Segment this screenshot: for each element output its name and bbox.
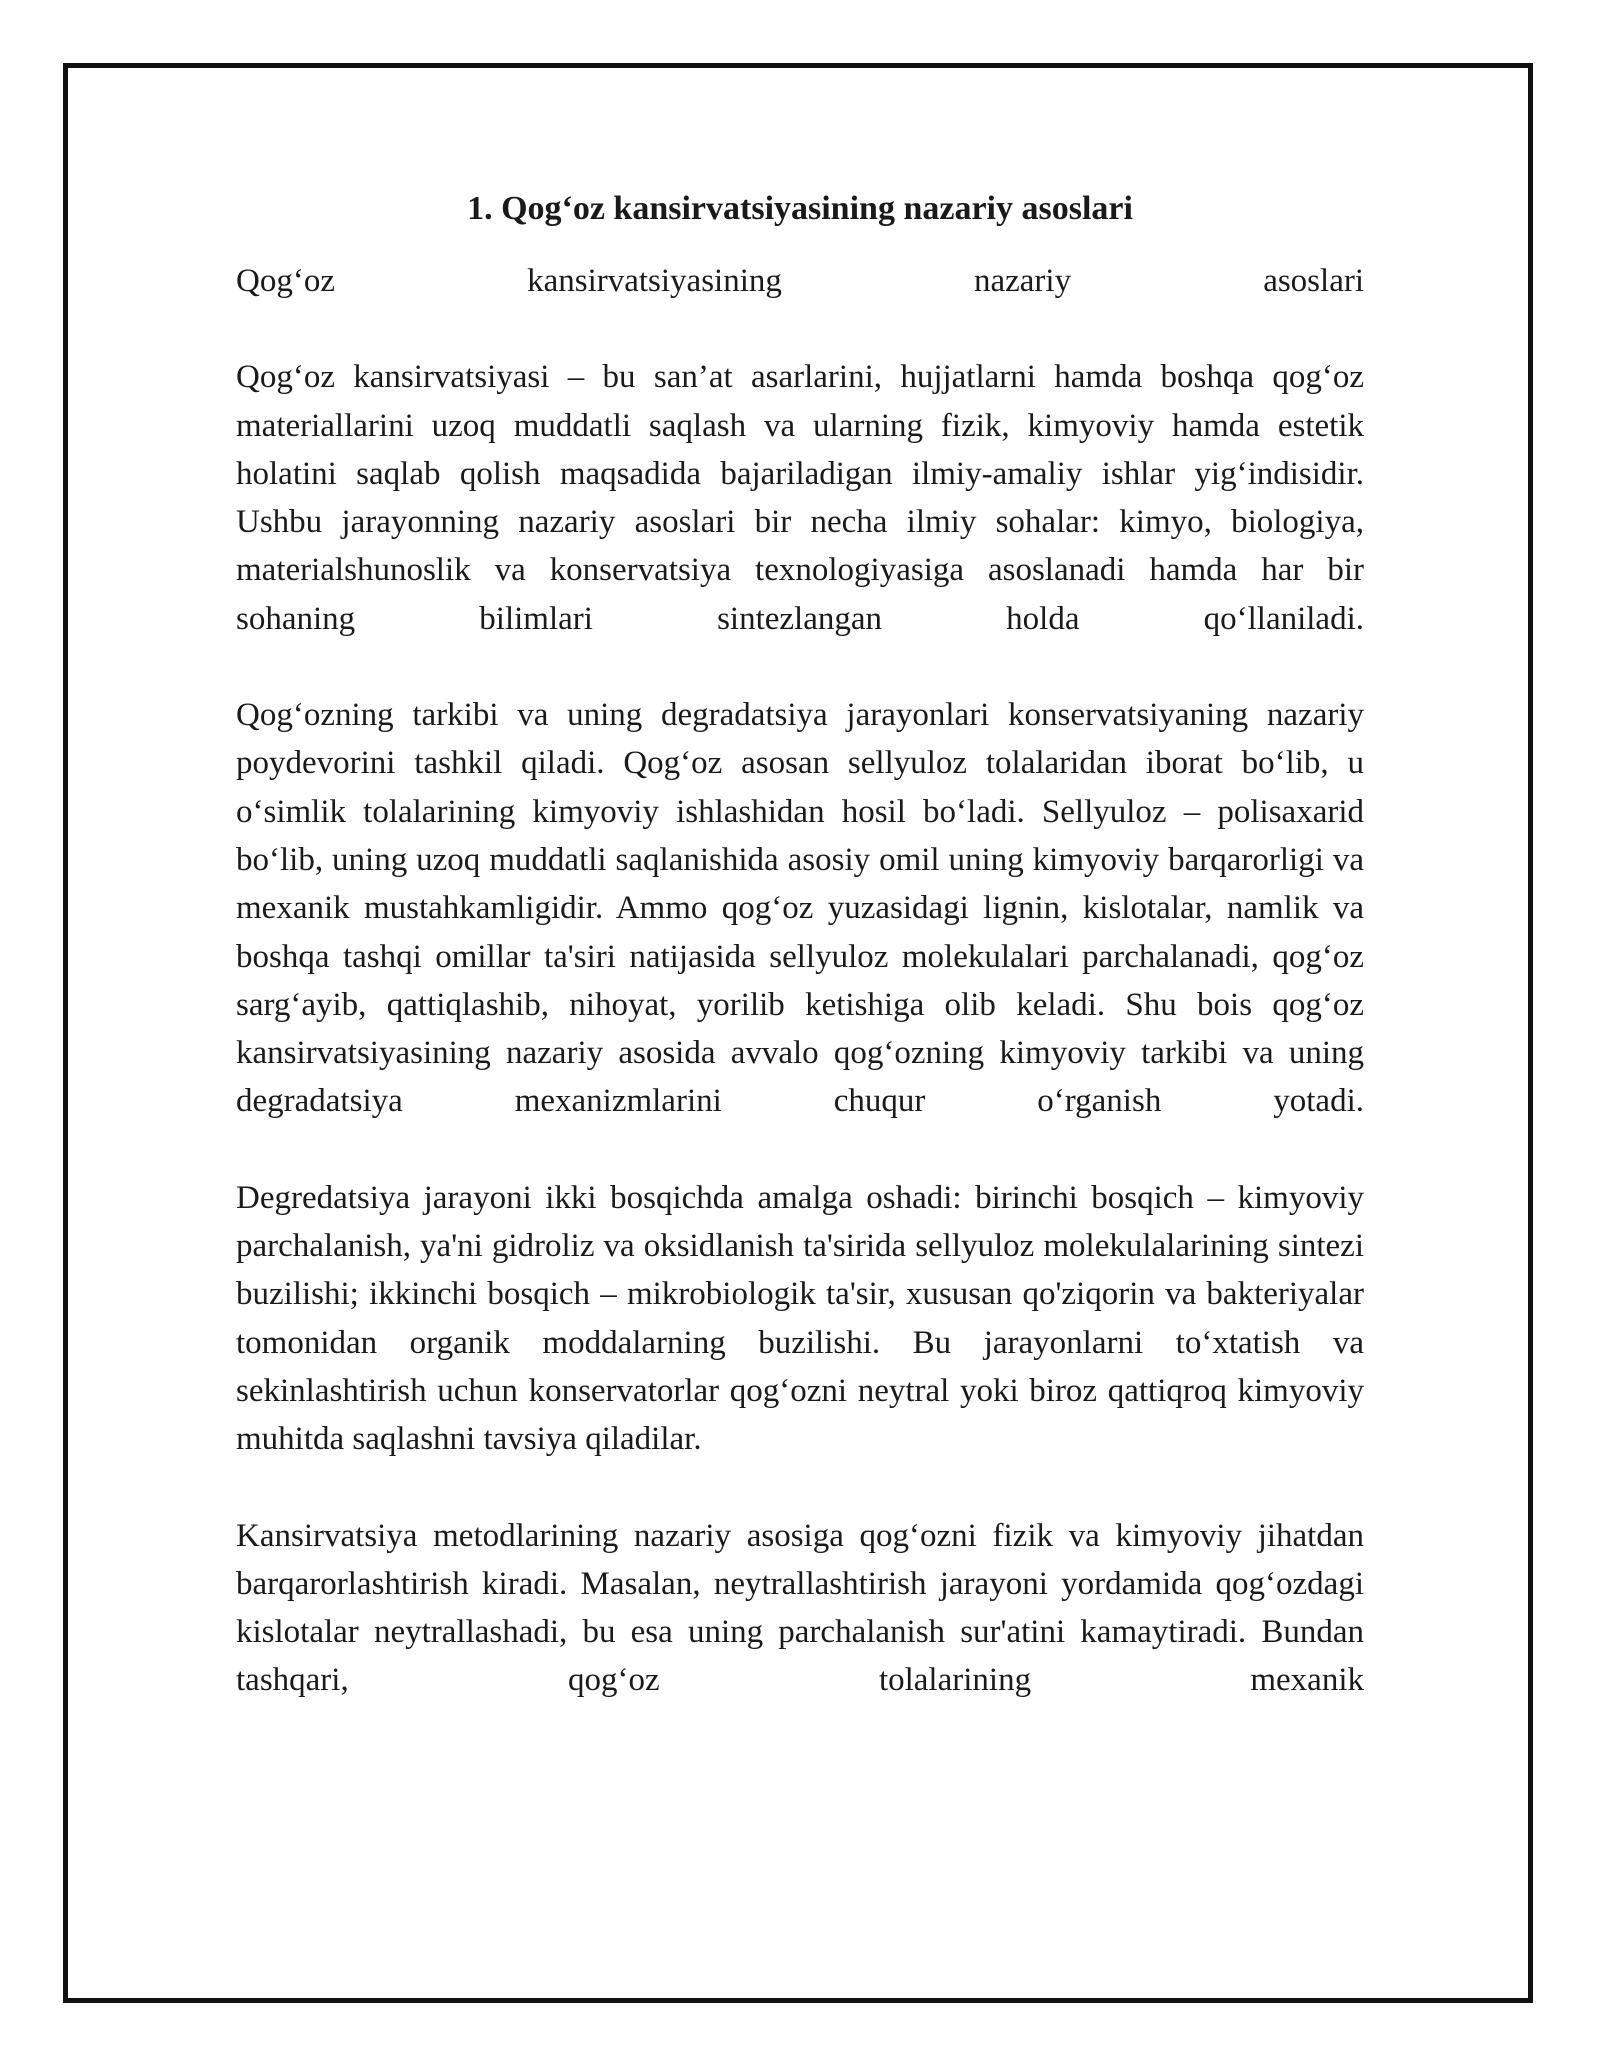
document-title: 1. Qog‘oz kansirvatsiyasining nazariy asoslari — [467, 190, 1133, 227]
paragraph-composition: Qog‘ozning tarkibi va uning degradatsiya jarayonlari konservatsiyaning nazariy poydevorini tashkil qiladi. Qog‘oz asosan sellyuloz tolalaridan iborat bo‘lib, u o‘simlik tolalarining kimyoviy ishlashidan hosil bo‘ladi. Sellyuloz – polisaxarid bo‘lib, uning uzoq muddatli saqlanishida asosiy omil uning kimyoviy barqarorligi va mexanik mustahkamligidir. Ammo qog‘oz yuzasidagi lignin, kislotalar, namlik va boshqa tashqi omillar ta'siri natijasida sellyuloz molekulalari parchalanadi, qog‘oz sarg‘ayib, qattiqlashib, nihoyat, yorilib ketishiga olib keladi. Shu bois qog‘oz kansirvatsiyasining nazariy asosida avvalo qog‘ozning kimyoviy tarkibi va uning degradatsiya mexanizmlarini chuqur o‘rganish yotadi. — [236, 697, 1364, 1120]
document-body — [236, 185, 1364, 1705]
paragraph-definition: Qog‘oz kansirvatsiyasi – bu san’at asarlarini, hujjatlarni hamda boshqa qog‘oz materiallarini uzoq muddatli saqlash va ularning fizik, kimyoviy hamda estetik holatini saqlab qolish maqsadida bajariladigan ilmiy-amaliy ishlar yig‘indisidir. Ushbu jarayonning nazariy asoslari bir necha ilmiy sohalar: kimyo, biologiya, materialshunoslik va konservatsiya texnologiyasiga asoslanadi hamda har bir sohaning bilimlari sintezlangan holda qo‘llaniladi. — [236, 359, 1364, 637]
paragraph-degradation: Degredatsiya jarayoni ikki bosqichda amalga oshadi: birinchi bosqich – kimyoviy parchalanish, ya'ni gidroliz va oksidlanish ta'sirida sellyuloz molekulalarining sintezi buzilishi; ikkinchi bosqich – mikrobiologik ta'sir, xususan qo'ziqorin va bakteriyalar tomonidan organik moddalarning buzilishi. Bu jarayonlarni to‘xtatish va sekinlashtirish uchun konservatorlar qog‘ozni neytral yoki biroz qattiqroq kimyoviy muhitda saqlashni tavsiya qiladilar. — [236, 1179, 1364, 1458]
paragraph-methods: Kansirvatsiya metodlarining nazariy asosiga qog‘ozni fizik va kimyoviy jihatdan barqarorlashtirish kiradi. Masalan, neytrallashtirish jarayoni yordamida qog‘ozdagi kislotalar neytrallashadi, bu esa uning parchalanish sur'atini kamaytiradi. Bundan tashqari, qog‘oz tolalarining mexanik — [236, 1517, 1364, 1699]
paragraph-subtitle: Qog‘oz kansirvatsiyasining nazariy asoslari — [236, 263, 1364, 299]
